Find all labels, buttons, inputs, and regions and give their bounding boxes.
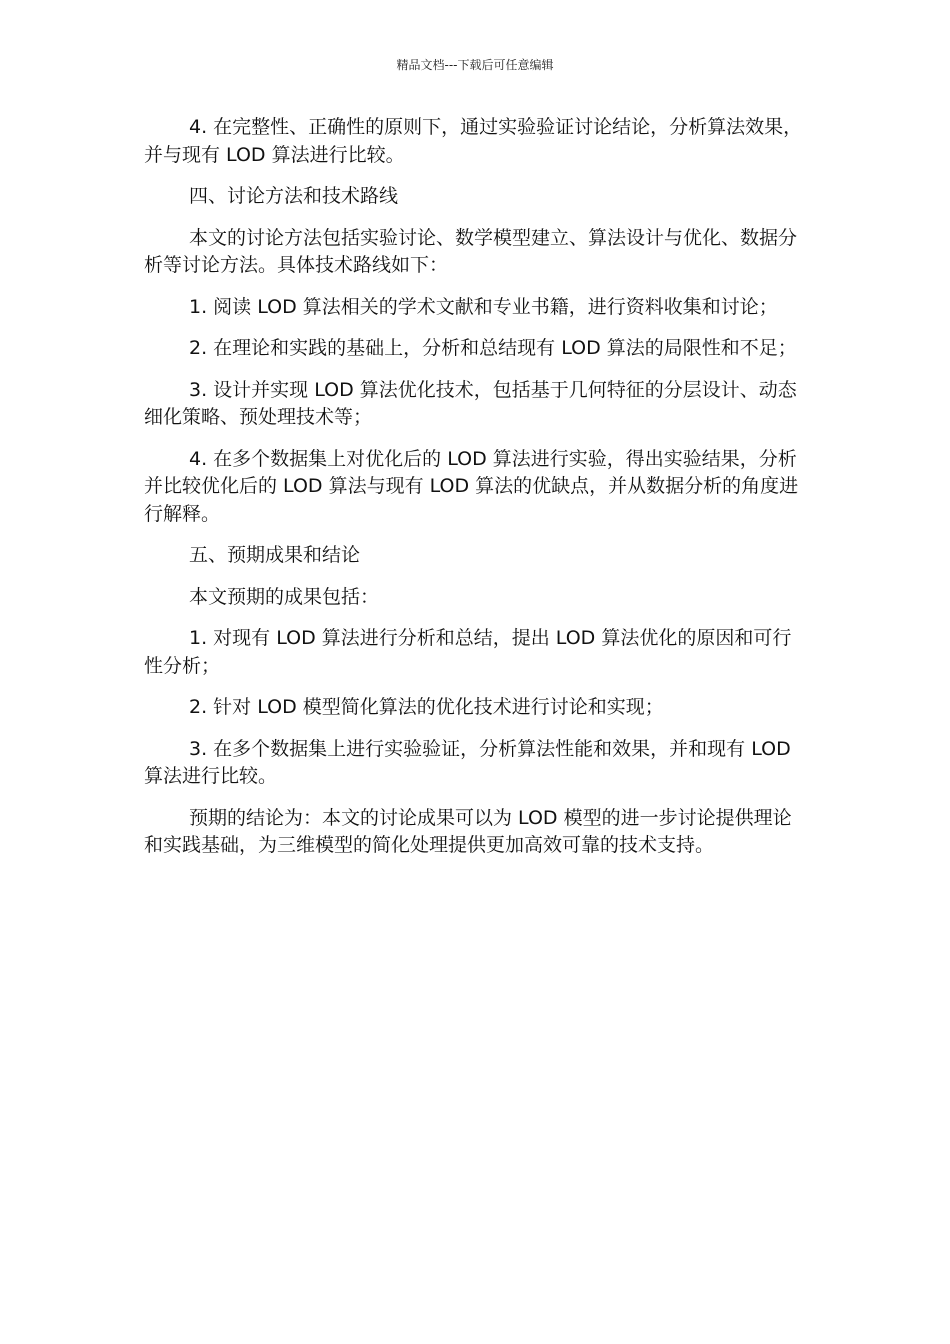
list-item-route-1: 1. 阅读 LOD 算法相关的学术文献和专业书籍，进行资料收集和讨论； [189,295,778,318]
section-heading-methods: 四、讨论方法和技术路线 [189,185,399,207]
list-item-result-3: 3. 在多个数据集上进行实验验证，分析算法性能和效果，并和现有 LOD 算法进行比较。 [144,737,791,787]
paragraph-step-4-goal: 4. 在完整性、正确性的原则下，通过实验验证讨论结论，分析算法效果，并与现有 LOD 算法进行比较。 [144,116,803,166]
paragraph-methods-intro: 本文的讨论方法包括实验讨论、数学模型建立、算法设计与优化、数据分析等讨论方法。具体技术路线如下： [144,226,798,276]
list-item-route-2: 2. 在理论和实践的基础上，分析和总结现有 LOD 算法的局限性和不足； [189,337,797,359]
paragraph-results-intro: 本文预期的成果包括： [189,585,380,608]
paragraph-conclusion: 预期的结论为：本文的讨论成果可以为 LOD 模型的进一步讨论提供理论和实践基础，为三维模型的简化处理提供更加高效可靠的技术支持。 [144,806,792,856]
list-item-route-4: 4. 在多个数据集上对优化后的 LOD 算法进行实验，得出实验结果，分析并比较优化后的 LOD 算法与现有 LOD 算法的优缺点，并从数据分析的角度进行解释。 [144,447,799,525]
list-item-result-1: 1. 对现有 LOD 算法进行分析和总结，提出 LOD 算法优化的原因和可行性分析； [144,627,792,677]
list-item-result-2: 2. 针对 LOD 模型简化算法的优化技术进行讨论和实现； [189,696,664,718]
document-body [144,114,808,874]
page-header: 精品文档---下载后可任意编辑 [396,58,554,72]
list-item-route-3: 3. 设计并实现 LOD 算法优化技术，包括基于几何特征的分层设计、动态细化策略、预处理技术等； [144,378,797,428]
section-heading-results: 五、预期成果和结论 [189,544,361,566]
